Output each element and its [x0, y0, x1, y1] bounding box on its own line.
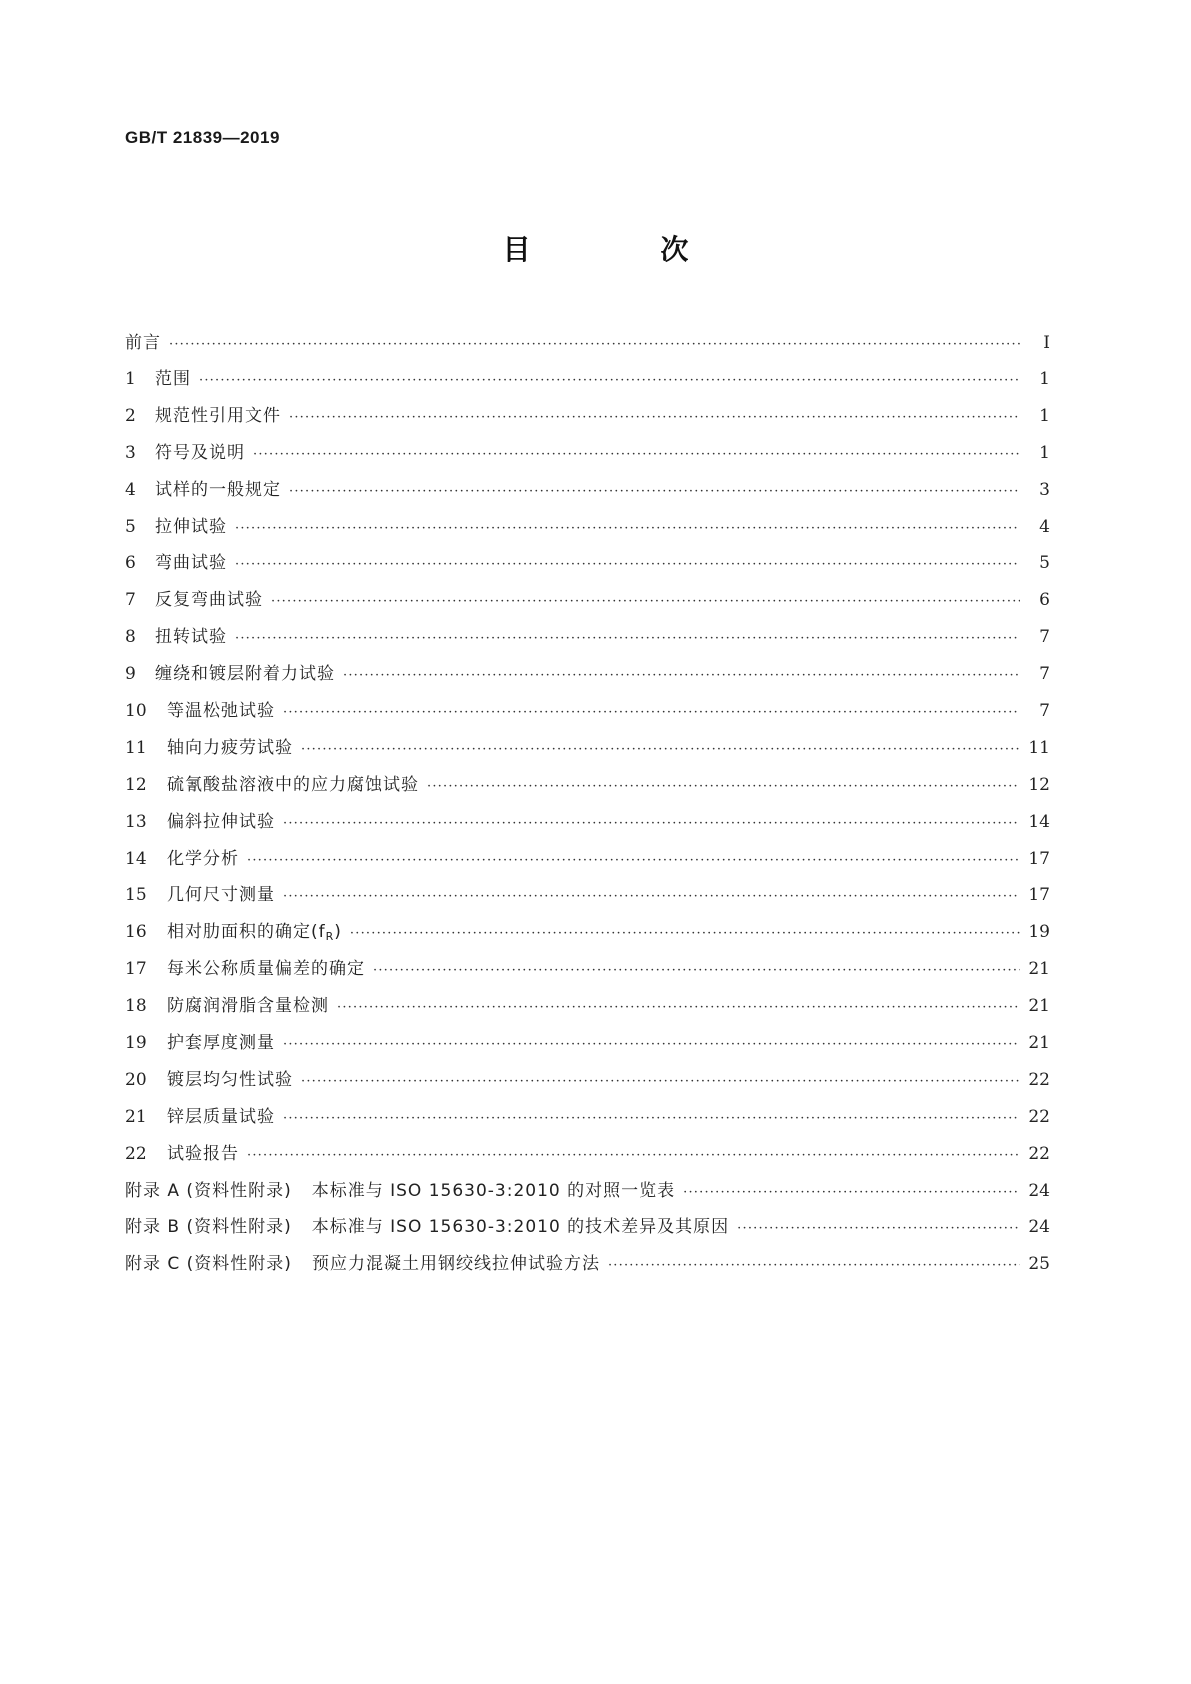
toc-entry-title: 镀层均匀性试验 — [167, 1069, 293, 1090]
document-code: GB/T 21839—2019 — [125, 128, 280, 147]
toc-entry-title: 防腐润滑脂含量检测 — [167, 996, 329, 1017]
toc-entry-page: 21 — [1028, 959, 1050, 980]
toc-entry-title: 偏斜拉伸试验 — [167, 811, 275, 832]
toc-entry[interactable] — [125, 954, 1050, 991]
toc-leader-dots — [283, 1111, 1020, 1126]
toc-leader-dots — [199, 373, 1020, 388]
toc-entry[interactable] — [125, 438, 1050, 475]
toc-entry[interactable] — [125, 696, 1050, 733]
toc-entry-title: 弯曲试验 — [155, 553, 227, 574]
toc-leader-dots — [737, 1221, 1020, 1236]
toc-entry-number: 2 — [125, 405, 136, 426]
toc-leader-dots — [350, 926, 1020, 941]
toc-entry-foreword[interactable] — [125, 328, 1050, 364]
toc-entry[interactable] — [125, 917, 1050, 954]
toc-appendix-label: 附录 B (资料性附录) — [125, 1217, 292, 1238]
toc-entry[interactable] — [125, 475, 1050, 512]
toc-entry-title: 拉伸试验 — [155, 516, 227, 537]
toc-entry-title: 等温松弛试验 — [167, 701, 275, 722]
toc-entry-page: 12 — [1028, 774, 1050, 795]
toc-entry-title: 轴向力疲劳试验 — [167, 737, 293, 758]
toc-entry-page: 14 — [1028, 811, 1050, 832]
toc-entry-number: 5 — [125, 516, 136, 537]
toc-entry-title — [167, 917, 342, 943]
toc-entry-page: 6 — [1039, 590, 1050, 611]
toc-entry-number: 19 — [125, 1033, 147, 1054]
toc-entry-appendix-b[interactable] — [125, 1212, 1050, 1249]
toc-leader-dots — [343, 668, 1020, 683]
toc-entry-page: 7 — [1039, 664, 1050, 685]
toc-entry-title: 预应力混凝土用钢绞线拉伸试验方法 — [311, 1254, 600, 1275]
toc-entry-page: 3 — [1039, 479, 1050, 500]
toc-entry-number: 15 — [125, 885, 147, 906]
toc-leader-dots — [283, 705, 1020, 720]
toc-leader-dots — [235, 521, 1020, 536]
toc-entry-title: 本标准与 ISO 15630-3:2010 的技术差异及其原因 — [311, 1217, 730, 1238]
toc-entry-page: 1 — [1039, 369, 1050, 389]
toc-entry[interactable] — [125, 401, 1050, 438]
toc-entry-number: 9 — [125, 664, 136, 685]
toc-entry[interactable] — [125, 880, 1050, 917]
toc-leader-dots — [289, 484, 1020, 499]
toc-entry-page: 1 — [1039, 405, 1050, 426]
toc-entry-page: 11 — [1028, 737, 1050, 758]
toc-leader-dots — [247, 853, 1020, 868]
toc-entry-title-subscript: R — [325, 930, 335, 944]
toc-entry-appendix-a[interactable] — [125, 1176, 1050, 1213]
toc-entry-title: 反复弯曲试验 — [155, 590, 263, 611]
toc-entry-number: 6 — [125, 553, 136, 574]
toc-entry-appendix-c[interactable] — [125, 1249, 1050, 1286]
toc-leader-dots — [169, 337, 1020, 352]
toc-leader-dots — [247, 1148, 1020, 1163]
toc-entry-number: 14 — [125, 848, 147, 869]
toc-entry-number: 21 — [125, 1106, 147, 1127]
toc-entry[interactable] — [125, 1102, 1050, 1139]
toc-leader-dots — [301, 1074, 1020, 1089]
toc-entry-number: 7 — [125, 590, 136, 611]
toc-entry-number: 17 — [125, 959, 147, 980]
toc-entry-number: 22 — [125, 1143, 147, 1164]
toc-entry-title-main: 相对肋面积的确定(f — [167, 922, 326, 943]
toc-entry-page: 4 — [1039, 516, 1050, 537]
toc-leader-dots — [427, 779, 1020, 794]
toc-leader-dots — [283, 1037, 1020, 1052]
toc-entry[interactable] — [125, 807, 1050, 844]
toc-appendix-label: 附录 A (资料性附录) — [125, 1180, 292, 1201]
toc-heading: 目 次 — [502, 233, 749, 266]
toc-entry-title: 前言 — [125, 333, 161, 353]
toc-entry-number: 4 — [125, 479, 136, 500]
toc-entry-title: 每米公称质量偏差的确定 — [167, 959, 365, 980]
toc-entry-title: 试样的一般规定 — [155, 479, 281, 500]
toc-leader-dots — [608, 1258, 1020, 1273]
toc-entry-number: 1 — [125, 369, 136, 389]
toc-entry-page: 22 — [1028, 1106, 1050, 1127]
toc-entry-page: 17 — [1028, 848, 1050, 869]
toc-leader-dots — [283, 816, 1020, 831]
toc-entry[interactable] — [125, 1065, 1050, 1102]
toc-entry-title: 范围 — [155, 369, 191, 389]
toc-entry[interactable] — [125, 548, 1050, 585]
toc-leader-dots — [235, 557, 1020, 572]
toc-entry-number: 11 — [125, 737, 147, 758]
toc-entry-page: 24 — [1028, 1180, 1050, 1201]
toc-entry-number: 12 — [125, 774, 147, 795]
toc-entry-page: 17 — [1028, 885, 1050, 906]
toc-entry-number: 20 — [125, 1069, 147, 1090]
toc-entry[interactable] — [125, 1139, 1050, 1176]
toc-entry-title: 符号及说明 — [155, 442, 245, 463]
toc-entry-page: 19 — [1028, 922, 1050, 943]
toc-entry-number: 18 — [125, 996, 147, 1017]
toc-entry[interactable] — [125, 512, 1050, 549]
toc-entry[interactable] — [125, 659, 1050, 696]
toc-entry-title: 硫氰酸盐溶液中的应力腐蚀试验 — [167, 774, 419, 795]
toc-entry[interactable] — [125, 770, 1050, 807]
toc-entry-number: 3 — [125, 442, 136, 463]
toc-entry[interactable] — [125, 1028, 1050, 1065]
toc-entry-page: 21 — [1028, 996, 1050, 1017]
toc-entry-page: Ⅰ — [1043, 333, 1050, 353]
toc-leader-dots — [253, 447, 1020, 462]
toc-entry-page: 22 — [1028, 1069, 1050, 1090]
toc-entry-page: 25 — [1028, 1254, 1050, 1275]
toc-entry[interactable] — [125, 733, 1050, 770]
toc-entry-title: 锌层质量试验 — [167, 1106, 275, 1127]
toc-entry[interactable] — [125, 622, 1050, 659]
toc-entry-page: 1 — [1039, 442, 1050, 463]
toc-entry-title: 缠绕和镀层附着力试验 — [155, 664, 335, 685]
toc-entry-number: 10 — [125, 701, 147, 722]
toc-entry-title: 规范性引用文件 — [155, 405, 281, 426]
toc-leader-dots — [271, 594, 1020, 609]
toc-entry-title: 化学分析 — [167, 848, 239, 869]
toc-entry-page: 21 — [1028, 1033, 1050, 1054]
toc-appendix-label: 附录 C (资料性附录) — [125, 1254, 292, 1275]
toc-entry[interactable] — [125, 844, 1050, 881]
toc-entry-page: 7 — [1039, 701, 1050, 722]
toc-entry-title: 本标准与 ISO 15630-3:2010 的对照一览表 — [311, 1180, 676, 1201]
toc-entry-title: 几何尺寸测量 — [167, 885, 275, 906]
table-of-contents — [125, 328, 1050, 1286]
toc-entry[interactable] — [125, 585, 1050, 622]
toc-entry[interactable] — [125, 991, 1050, 1028]
toc-leader-dots — [373, 963, 1020, 978]
toc-leader-dots — [235, 631, 1020, 646]
toc-leader-dots — [301, 742, 1020, 757]
toc-entry-page: 7 — [1039, 627, 1050, 648]
toc-entry-title-tail: ) — [334, 922, 342, 943]
toc-entry-number: 8 — [125, 627, 136, 648]
toc-entry-page: 24 — [1028, 1217, 1050, 1238]
toc-entry-number: 13 — [125, 811, 147, 832]
toc-entry-title: 试验报告 — [167, 1143, 239, 1164]
toc-leader-dots — [289, 410, 1020, 425]
toc-entry-title: 护套厚度测量 — [167, 1033, 275, 1054]
toc-entry-number: 16 — [125, 922, 147, 943]
toc-entry-page: 22 — [1028, 1143, 1050, 1164]
toc-leader-dots — [683, 1185, 1020, 1200]
toc-entry-title: 扭转试验 — [155, 627, 227, 648]
toc-entry[interactable] — [125, 364, 1050, 401]
toc-leader-dots — [337, 1000, 1020, 1015]
toc-leader-dots — [283, 889, 1020, 904]
toc-entry-page: 5 — [1039, 553, 1050, 574]
